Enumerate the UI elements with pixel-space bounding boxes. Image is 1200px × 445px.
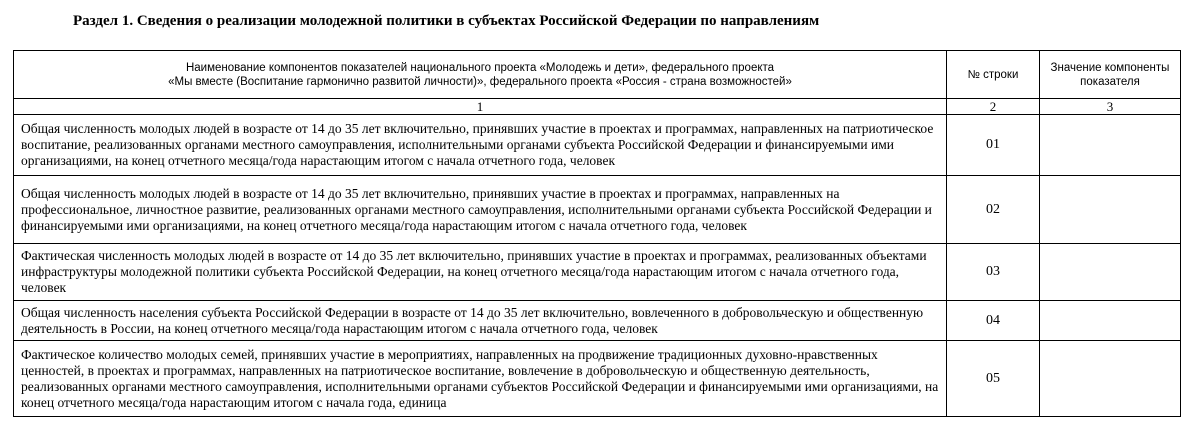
table-header-row: [14, 51, 1181, 99]
column-number-2: 2: [947, 99, 1040, 115]
value-cell[interactable]: [1040, 176, 1181, 244]
line-number-cell: 01: [947, 115, 1040, 176]
indicator-name-cell: Фактическое количество молодых семей, принявших участие в мероприятиях, направленных на продвижение традиционных духовно-нравственных ценностей, в проектах и программах, направленных на патриотическое воспитание, вовлечение в добровольческую и общественную деятельность, реализованных органами местного самоуправления, исполнительными органами субъектов Российской Федерации и финансируемыми ими организациями, на конец отчетного месяца/года нарастающим итогом с начала года, единица: [14, 341, 947, 417]
header-line-no-cell: № строки: [947, 51, 1040, 99]
line-number-cell: 04: [947, 301, 1040, 341]
value-cell[interactable]: [1040, 341, 1181, 417]
header-name-line1: Наименование компонентов показателей национального проекта «Молодежь и дети», федерального проекта: [185, 61, 775, 74]
indicator-name-cell: Общая численность населения субъекта Российской Федерации в возрасте от 14 до 35 лет включительно, вовлеченного в добровольческую и общественную деятельность в России, на конец отчетного месяца/года нарастающим итогом с начала отчетного года, человек: [14, 301, 947, 341]
column-number-1: 1: [14, 99, 947, 115]
table-row: [14, 244, 1181, 301]
table-row: [14, 176, 1181, 244]
value-cell[interactable]: [1040, 301, 1181, 341]
indicators-table: [13, 50, 1181, 417]
indicator-name-cell: Общая численность молодых людей в возрасте от 14 до 35 лет включительно, принявших участие в проектах и программах, направленных на профессиональное, личностное развитие, реализованных органами местного самоуправления, исполнительными органами субъекта Российской Федерации и финансируемыми ими организациями, на конец отчетного месяца/года нарастающим итогом с начала отчетного года, человек: [14, 176, 947, 244]
line-number-cell: 05: [947, 341, 1040, 417]
line-number-cell: 02: [947, 176, 1040, 244]
table-row: [14, 301, 1181, 341]
column-number-3: 3: [1040, 99, 1181, 115]
section-title: Раздел 1. Сведения о реализации молодежной политики в субъектах Российской Федерации по направлениям: [73, 13, 820, 29]
table-row: [14, 341, 1181, 417]
column-numbers-row: [14, 99, 1181, 115]
header-value-cell: Значение компоненты показателя: [1040, 51, 1181, 99]
indicator-name-cell: Общая численность молодых людей в возрасте от 14 до 35 лет включительно, принявших участие в проектах и программах, направленных на патриотическое воспитание, реализованных органами местного самоуправления, исполнительными органами субъекта Российской Федерации и финансируемыми ими организациями, на конец отчетного месяца/года нарастающим итогом с начала отчетного года, человек: [14, 115, 947, 176]
table-row: [14, 115, 1181, 176]
header-name-cell: [14, 51, 947, 99]
value-cell[interactable]: [1040, 115, 1181, 176]
value-cell[interactable]: [1040, 244, 1181, 301]
line-number-cell: 03: [947, 244, 1040, 301]
indicator-name-cell: Фактическая численность молодых людей в возрасте от 14 до 35 лет включительно, принявших участие в проектах и программах, реализованных объектами инфраструктуры молодежной политики субъекта Российской Федерации, на конец отчетного месяца/года нарастающим итогом с начала отчетного года, человек: [14, 244, 947, 301]
header-name-line2: «Мы вместе (Воспитание гармонично развитой личности)», федерального проекта «Россия - страна возможностей»: [168, 75, 792, 88]
